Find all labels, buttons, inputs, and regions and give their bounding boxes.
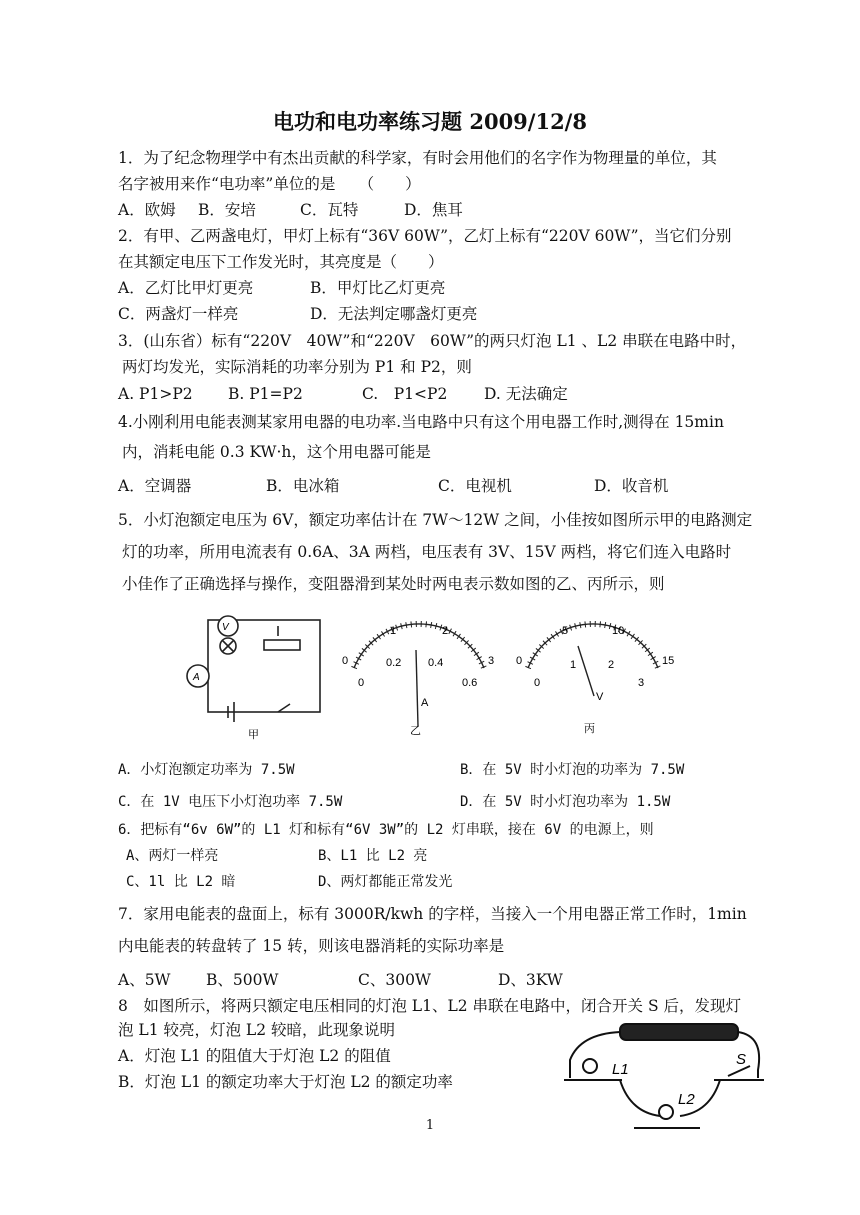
voltmeter-needle: [578, 646, 594, 696]
switch-symbol: [278, 704, 290, 712]
q5-figure: [178, 606, 698, 746]
q2-option-d: D．无法判定哪盏灯更亮: [310, 305, 478, 323]
q3-option-d: D. 无法确定: [484, 385, 568, 403]
q7-line2: 内电能表的转盘转了 15 转，则该电器消耗的实际功率是: [118, 937, 505, 955]
q5-option-a: A．小灯泡额定功率为 7.5W: [118, 762, 295, 778]
q4-option-a: A．空调器: [118, 477, 192, 495]
page-title: 电功和电功率练习题 2009/12/8: [273, 109, 587, 134]
q3-line1: 3．(山东省）标有“220V 40W”和“220V 60W”的两只灯泡 L1 、L2 串联在电路中时，: [118, 332, 747, 350]
ammeter-bottom-1: 0.2: [386, 657, 402, 669]
voltmeter-letter: V: [222, 622, 229, 633]
q4-line1: 4.小刚利用电能表测某家用电器的电功率.当电路中只有这个用电器工作时,测得在 15min: [118, 413, 724, 431]
q8-option-a: A．灯泡 L1 的阻值大于灯泡 L2 的阻值: [118, 1047, 391, 1065]
q6-option-d: D、两灯都能正常发光: [318, 874, 453, 890]
label-s: S: [736, 1051, 747, 1068]
voltmeter-bottom-3: 3: [638, 677, 645, 689]
ammeter-needle-label: A: [421, 697, 429, 709]
bulb-l2-icon: [659, 1105, 673, 1119]
q2-line2: 在其额定电压下工作发光时，其亮度是（ ）: [118, 253, 444, 271]
q4-option-b: B．电冰箱: [266, 477, 340, 495]
q5-option-d: D．在 5V 时小灯泡功率为 1.5W: [460, 794, 671, 810]
q7-option-b: B、500W: [206, 971, 279, 989]
q8-option-b: B．灯泡 L1 的额定功率大于灯泡 L2 的额定功率: [118, 1073, 453, 1091]
q6-option-a: A、两灯一样亮: [126, 848, 219, 864]
q1-option-d: D．焦耳: [404, 201, 463, 219]
ammeter-bottom-2: 0.4: [428, 657, 444, 669]
q1-line1: 1．为了纪念物理学中有杰出贡献的科学家，有时会用他们的名字作为物理量的单位，其: [118, 149, 717, 167]
q1-option-b: B．安培: [198, 201, 256, 219]
q2-option-b: B．甲灯比乙灯更亮: [310, 279, 446, 297]
page-number: 1: [425, 1118, 435, 1133]
q7-line1: 7．家用电能表的盘面上，标有 3000R/kwh 的字样，当接入一个用电器正常工作时，1min: [118, 905, 747, 923]
q7-option-a: A、5W: [118, 971, 171, 989]
q1-option-c: C．瓦特: [300, 201, 359, 219]
voltmeter-top-0: 0: [516, 655, 523, 667]
fig-label-yi: 乙: [410, 725, 421, 737]
q3-option-b: B. P1=P2: [228, 385, 303, 403]
label-l1: L1: [612, 1061, 629, 1078]
q6-option-b: B、L1 比 L2 亮: [318, 848, 428, 864]
q6-option-c: C、1l 比 L2 暗: [126, 874, 236, 890]
q3-option-a: A. P1>P2: [118, 385, 193, 403]
voltmeter-top-2: 10: [612, 625, 625, 637]
fig-label-jia: 甲: [248, 729, 259, 741]
q1-line2: 名字被用来作“电功率”单位的是 （ ）: [118, 175, 421, 193]
q2-option-a: A．乙灯比甲灯更亮: [118, 279, 254, 297]
q5-line3: 小佳作了正确选择与操作，变阻器滑到某处时两电表示数如图的乙、丙所示，则: [122, 575, 665, 593]
q4-option-c: C．电视机: [438, 477, 512, 495]
ammeter-bottom-0: 0: [358, 677, 365, 689]
voltmeter-top-3: 15: [662, 655, 675, 667]
ammeter-needle: [416, 650, 418, 726]
ammeter-top-3: 3: [488, 655, 495, 667]
ammeter-top-2: 2: [442, 625, 449, 637]
fig-label-bing: 丙: [584, 723, 595, 735]
q4-option-d: D．收音机: [594, 477, 669, 495]
bulb-l1-icon: [583, 1059, 597, 1073]
q3-line2: 两灯均发光，实际消耗的功率分别为 P1 和 P2，则: [122, 358, 472, 376]
battery-pack: [620, 1024, 738, 1040]
q2-option-c: C．两盏灯一样亮: [118, 305, 239, 323]
circuit-diagram: [187, 616, 320, 722]
q5-line1: 5．小灯泡额定电压为 6V，额定功率估计在 7W～12W 之间，小佳按如图所示甲的电路测定: [118, 511, 753, 529]
q5-option-c: C．在 1V 电压下小灯泡功率 7.5W: [118, 794, 343, 810]
rheostat-symbol: [264, 640, 300, 650]
q3-option-c: C. P1<P2: [362, 385, 448, 403]
q5-option-b: B．在 5V 时小灯泡的功率为 7.5W: [460, 762, 685, 778]
q1-option-a: A．欧姆: [118, 201, 176, 219]
voltmeter-bottom-2: 2: [608, 659, 615, 671]
q8-line1: 8 如图所示，将两只额定电压相同的灯泡 L1、L2 串联在电路中，闭合开关 S 后，发现灯: [118, 997, 741, 1015]
q6-line1: 6．把标有“6v 6W”的 L1 灯和标有“6V 3W”的 L2 灯串联，接在 6V 的电源上，则: [118, 822, 654, 838]
q8-line2: 泡 L1 较亮，灯泡 L2 较暗，此现象说明: [118, 1021, 396, 1039]
q7-option-c: C、300W: [358, 971, 431, 989]
q4-line2: 内，消耗电能 0.3 KW·h，这个用电器可能是: [122, 443, 431, 461]
q5-line2: 灯的功率，所用电流表有 0.6A、3A 两档，电压表有 3V、15V 两档，将它们连入电路时: [122, 543, 732, 561]
voltmeter-bottom-0: 0: [534, 677, 541, 689]
ammeter-top-0: 0: [342, 655, 349, 667]
voltmeter-bottom-1: 1: [570, 659, 577, 671]
label-l2: L2: [678, 1091, 695, 1108]
ammeter-letter: A: [193, 672, 200, 683]
voltmeter-needle-label: V: [596, 691, 604, 703]
voltmeter-top-1: 5: [562, 625, 569, 637]
ammeter-bottom-3: 0.6: [462, 677, 478, 689]
q2-line1: 2．有甲、乙两盏电灯，甲灯上标有“36V 60W”，乙灯上标有“220V 60W”，当它们分别: [118, 227, 732, 245]
ammeter-dial: [354, 624, 484, 726]
q7-option-d: D、3KW: [498, 971, 563, 989]
ammeter-top-1: 1: [390, 625, 397, 637]
